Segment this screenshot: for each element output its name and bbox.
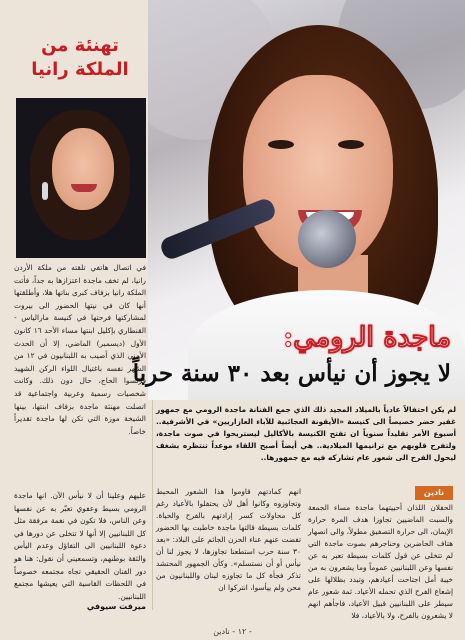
headline-primary: ماجدة الرومي: [283,322,451,353]
closing-text: عليهم وعلينا أن لا نيأس الآن. انها ماجدة الرومي بسيط وعفوي تعبّر به عن نفسها وعن الناس، فلا تكون في نغمة مرفقة مثل كل اللبنانيين إلا أنها لا تتخلى عن دورها في دعوة اللبنانيين الى التفاؤل وعدم اليأس والثقة بوطنهم، وتسمعيني أن نقول: هنا هو دور الفنان الحقيقي تجاه مجتمعه خصوصاً في اللحظات القاسية التي يعيشها مجتمع اللبنانيين. [14,491,146,601]
sidebar-title: تهنئة من الملكة رانيا [31,35,129,80]
sidebar-photo [16,98,146,258]
page-folio: - ١٢ - نادين [213,627,252,636]
intro-text: لم يكن احتفالاً عادياً بالميلاد المجيد ذلك الذي جمع الفنانة ماجدة الرومي مع جمهور غفير حضر خصيصاً الى كنيسة «الأيقونة العجائبية للآباء العازاريين» في الأشرفية.. أسبوع الأمر تقليداً سنوياً ان تفتح الكنيسة بالأكاليل ليستريحوا في صوت ماجدة، ولتفرح قلوبهم مع ترانيمها الميلادية.. هي أيضاً أصبح اللقاء موعداً تنتظره بشغف ليحول الفرح الى شعور عام تشاركه فيه مع جمهورها.. [156,405,456,462]
author-signature: ميرفت سيوفي [86,602,146,611]
body-text-right: الحفلان اللذان أحييتهما ماجدة مساء الجمعة والسبت الماضيين تجاوزا هدف المرة حرارة الإيمان، الى حرارة التصفيق مطولاً، والى انصهار هتاف الحاضرين وحناجرهم بصوت ماجدة التي لم تتخلى عن قول كلمات بسيطة تعبر به عن نفسها وعن اللبنانيين عموماً وما يشعرون به من خيبة أمل اجتاحت أعيادهم، وتبدد بظلالها على إشعاع الفرح الذي تحمله الأعياد. ثمة شعور عام سيطر على اللبنانيين قبيل الأعياد، فاجأهم انهم لا يشعرون بالفرح، ولا بالأعياد، فلا [308,503,453,620]
body-text-middle: انهم كمادتهم قاوموا هذا الشعور المحبط وتجاوزوه وكانوا أهل لأن يحتفلوا بالأعياد رغم كل محاولات كسر إرادتهم بالفرح والحياة. كلمات بسيطة قالتها ماجدة خاطبت بها الحضور تفضت عنهم عناء الحزن الجاثم على البلاد: «بعد ٣٠ سنة حرب استطعنا تجاوزها، لا يجوز لنا أن نيأس أو أن نستسلم». وكأن الجمهور المحتشد تذكر فجأة كل ما تجاوزه لبنان واللبنانيون من محن ولم ييأسوا، انتركوا ان [156,487,301,592]
headline-secondary: لا يجوز أن نيأس بعد ٣٠ سنة حرباً [132,360,451,387]
sidebar-article-text: في اتصال هاتفي تلقته من ملكة الأردن رانيا، لم تخف ماجدة اعتزازها به جداً، فأتت الملكة رانيا بزفاف كبرى بناتها هلا، وأطلقتها أنها كان في نيتها الحضور الى بيروت لمشاركتها فرحتها في كنيسة مارالياس - القنطاري بإكليل ابنتها مساء الأحد ١٦ كانون الأول (ديسمبر) الماضي، إلا أن الحدث الأمني الذي أصيب به اللبنانيون في ١٢ من الشهر نفسه باغتيال اللواء الركن الشهيد فرنسوا الحاج، حال دون ذلك. وكانت شخصيات رسمية وعربية واجتماعية قد اتصلت مهنئة ماجدة بزفاف ابنتها، بينها الشيخة موزة التي تكن لها ماجدة تقديراً خاصاً. [14,263,146,436]
body-column-right [308,502,453,622]
closing-column [14,490,146,603]
body-column-middle [156,486,301,594]
magazine-logo-badge: نادين [415,486,453,500]
sidebar-article [14,262,146,438]
article-intro [156,404,456,464]
